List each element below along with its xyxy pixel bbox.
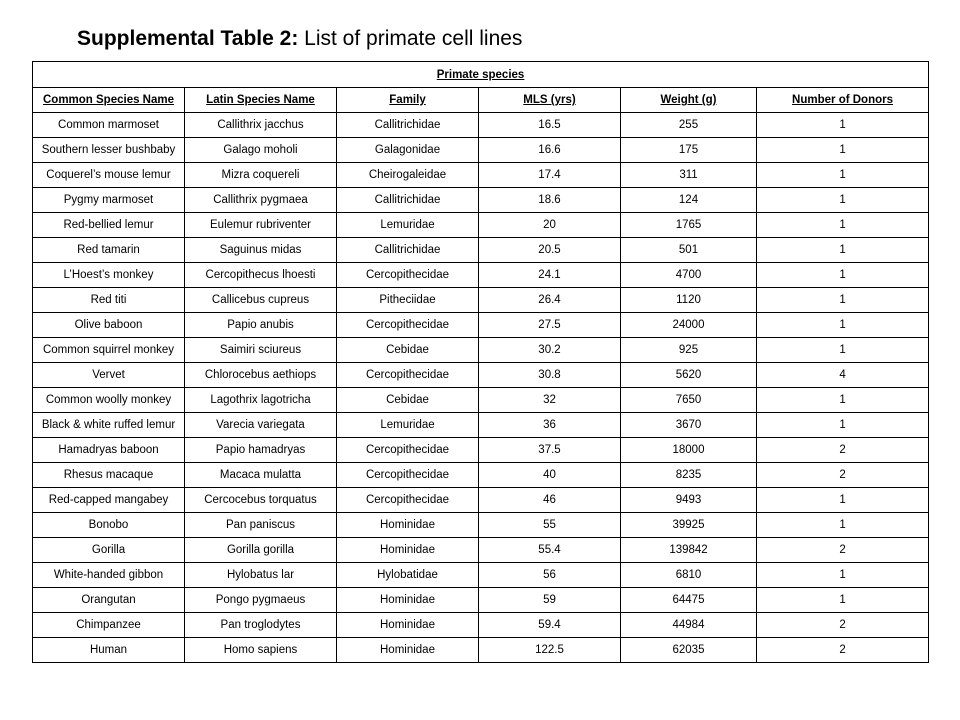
- common-name-cell: Common woolly monkey: [33, 388, 185, 413]
- column-header-family: Family: [337, 88, 479, 113]
- donors-cell: 2: [757, 463, 929, 488]
- family-cell: Cercopithecidae: [337, 263, 479, 288]
- weight-cell: 255: [621, 113, 757, 138]
- mls-cell: 16.6: [479, 138, 621, 163]
- family-cell: Lemuridae: [337, 413, 479, 438]
- column-header-weight: Weight (g): [621, 88, 757, 113]
- common-name-cell: Red titi: [33, 288, 185, 313]
- latin-name-cell: Galago moholi: [185, 138, 337, 163]
- column-header-donors: Number of Donors: [757, 88, 929, 113]
- mls-cell: 37.5: [479, 438, 621, 463]
- latin-name-cell: Saimiri sciureus: [185, 338, 337, 363]
- common-name-cell: Rhesus macaque: [33, 463, 185, 488]
- mls-cell: 27.5: [479, 313, 621, 338]
- table-row: [33, 288, 929, 313]
- family-cell: Callitrichidae: [337, 238, 479, 263]
- weight-cell: 311: [621, 163, 757, 188]
- latin-name-cell: Callithrix jacchus: [185, 113, 337, 138]
- weight-cell: 139842: [621, 538, 757, 563]
- table-row: [33, 363, 929, 388]
- latin-name-cell: Homo sapiens: [185, 638, 337, 663]
- common-name-cell: White-handed gibbon: [33, 563, 185, 588]
- weight-cell: 925: [621, 338, 757, 363]
- family-cell: Cercopithecidae: [337, 463, 479, 488]
- mls-cell: 16.5: [479, 113, 621, 138]
- latin-name-cell: Pan paniscus: [185, 513, 337, 538]
- family-cell: Cebidae: [337, 338, 479, 363]
- mls-cell: 17.4: [479, 163, 621, 188]
- mls-cell: 55.4: [479, 538, 621, 563]
- latin-name-cell: Chlorocebus aethiops: [185, 363, 337, 388]
- donors-cell: 1: [757, 138, 929, 163]
- family-cell: Cercopithecidae: [337, 438, 479, 463]
- donors-cell: 1: [757, 488, 929, 513]
- donors-cell: 1: [757, 163, 929, 188]
- latin-name-cell: Papio anubis: [185, 313, 337, 338]
- donors-cell: 1: [757, 263, 929, 288]
- common-name-cell: Red-bellied lemur: [33, 213, 185, 238]
- mls-cell: 32: [479, 388, 621, 413]
- latin-name-cell: Hylobatus lar: [185, 563, 337, 588]
- weight-cell: 9493: [621, 488, 757, 513]
- common-name-cell: Vervet: [33, 363, 185, 388]
- common-name-cell: L’Hoest’s monkey: [33, 263, 185, 288]
- family-cell: Hominidae: [337, 538, 479, 563]
- donors-cell: 2: [757, 438, 929, 463]
- weight-cell: 1765: [621, 213, 757, 238]
- family-cell: Galagonidae: [337, 138, 479, 163]
- latin-name-cell: Callithrix pygmaea: [185, 188, 337, 213]
- donors-cell: 1: [757, 113, 929, 138]
- table-row: [33, 388, 929, 413]
- weight-cell: 1120: [621, 288, 757, 313]
- primate-cell-lines-table: [32, 61, 929, 663]
- weight-cell: 39925: [621, 513, 757, 538]
- table-row: [33, 613, 929, 638]
- family-cell: Cercopithecidae: [337, 363, 479, 388]
- latin-name-cell: Eulemur rubriventer: [185, 213, 337, 238]
- family-cell: Cercopithecidae: [337, 488, 479, 513]
- family-cell: Hominidae: [337, 613, 479, 638]
- mls-cell: 40: [479, 463, 621, 488]
- mls-cell: 26.4: [479, 288, 621, 313]
- table-row: [33, 588, 929, 613]
- mls-cell: 46: [479, 488, 621, 513]
- donors-cell: 1: [757, 413, 929, 438]
- table-row: [33, 413, 929, 438]
- common-name-cell: Hamadryas baboon: [33, 438, 185, 463]
- group-header: Primate species: [33, 62, 929, 88]
- latin-name-cell: Lagothrix lagotricha: [185, 388, 337, 413]
- weight-cell: 7650: [621, 388, 757, 413]
- donors-cell: 1: [757, 213, 929, 238]
- donors-cell: 1: [757, 513, 929, 538]
- common-name-cell: Red tamarin: [33, 238, 185, 263]
- table-row: [33, 263, 929, 288]
- column-header-mls: MLS (yrs): [479, 88, 621, 113]
- family-cell: Cheirogaleidae: [337, 163, 479, 188]
- weight-cell: 18000: [621, 438, 757, 463]
- common-name-cell: Orangutan: [33, 588, 185, 613]
- mls-cell: 122.5: [479, 638, 621, 663]
- latin-name-cell: Callicebus cupreus: [185, 288, 337, 313]
- table-row: [33, 488, 929, 513]
- weight-cell: 44984: [621, 613, 757, 638]
- family-cell: Cebidae: [337, 388, 479, 413]
- family-cell: Cercopithecidae: [337, 313, 479, 338]
- table-row: [33, 513, 929, 538]
- family-cell: Hylobatidae: [337, 563, 479, 588]
- column-header-common-name: Common Species Name: [33, 88, 185, 113]
- common-name-cell: Common marmoset: [33, 113, 185, 138]
- common-name-cell: Gorilla: [33, 538, 185, 563]
- latin-name-cell: Varecia variegata: [185, 413, 337, 438]
- mls-cell: 24.1: [479, 263, 621, 288]
- family-cell: Hominidae: [337, 638, 479, 663]
- table-row: [33, 238, 929, 263]
- table-row: [33, 463, 929, 488]
- donors-cell: 1: [757, 588, 929, 613]
- column-header-row: [33, 88, 929, 113]
- latin-name-cell: Cercopithecus lhoesti: [185, 263, 337, 288]
- table-row: [33, 163, 929, 188]
- weight-cell: 124: [621, 188, 757, 213]
- donors-cell: 1: [757, 313, 929, 338]
- common-name-cell: Human: [33, 638, 185, 663]
- latin-name-cell: Macaca mulatta: [185, 463, 337, 488]
- mls-cell: 30.2: [479, 338, 621, 363]
- donors-cell: 2: [757, 538, 929, 563]
- common-name-cell: Bonobo: [33, 513, 185, 538]
- latin-name-cell: Saguinus midas: [185, 238, 337, 263]
- table-row: [33, 188, 929, 213]
- mls-cell: 55: [479, 513, 621, 538]
- table-row: [33, 313, 929, 338]
- family-cell: Callitrichidae: [337, 113, 479, 138]
- weight-cell: 5620: [621, 363, 757, 388]
- weight-cell: 4700: [621, 263, 757, 288]
- donors-cell: 1: [757, 238, 929, 263]
- latin-name-cell: Mizra coquereli: [185, 163, 337, 188]
- common-name-cell: Black & white ruffed lemur: [33, 413, 185, 438]
- common-name-cell: Chimpanzee: [33, 613, 185, 638]
- latin-name-cell: Pongo pygmaeus: [185, 588, 337, 613]
- latin-name-cell: Gorilla gorilla: [185, 538, 337, 563]
- table-row: [33, 638, 929, 663]
- donors-cell: 1: [757, 288, 929, 313]
- mls-cell: 30.8: [479, 363, 621, 388]
- family-cell: Hominidae: [337, 513, 479, 538]
- latin-name-cell: Papio hamadryas: [185, 438, 337, 463]
- common-name-cell: Pygmy marmoset: [33, 188, 185, 213]
- weight-cell: 6810: [621, 563, 757, 588]
- mls-cell: 36: [479, 413, 621, 438]
- page-title: [77, 24, 522, 54]
- common-name-cell: Red-capped mangabey: [33, 488, 185, 513]
- mls-cell: 59: [479, 588, 621, 613]
- mls-cell: 20.5: [479, 238, 621, 263]
- table-row: [33, 538, 929, 563]
- title-label: Supplemental Table 2:: [77, 27, 299, 50]
- donors-cell: 2: [757, 613, 929, 638]
- table-header: [33, 62, 929, 113]
- common-name-cell: Olive baboon: [33, 313, 185, 338]
- family-cell: Pitheciidae: [337, 288, 479, 313]
- family-cell: Callitrichidae: [337, 188, 479, 213]
- weight-cell: 175: [621, 138, 757, 163]
- table-row: [33, 438, 929, 463]
- donors-cell: 1: [757, 188, 929, 213]
- weight-cell: 64475: [621, 588, 757, 613]
- latin-name-cell: Cercocebus torquatus: [185, 488, 337, 513]
- family-cell: Hominidae: [337, 588, 479, 613]
- weight-cell: 24000: [621, 313, 757, 338]
- donors-cell: 2: [757, 638, 929, 663]
- title-text: List of primate cell lines: [304, 27, 523, 50]
- table-row: [33, 113, 929, 138]
- table-row: [33, 338, 929, 363]
- mls-cell: 59.4: [479, 613, 621, 638]
- common-name-cell: Common squirrel monkey: [33, 338, 185, 363]
- latin-name-cell: Pan troglodytes: [185, 613, 337, 638]
- donors-cell: 1: [757, 388, 929, 413]
- donors-cell: 1: [757, 338, 929, 363]
- mls-cell: 56: [479, 563, 621, 588]
- weight-cell: 62035: [621, 638, 757, 663]
- table-body: [33, 113, 929, 663]
- mls-cell: 18.6: [479, 188, 621, 213]
- mls-cell: 20: [479, 213, 621, 238]
- donors-cell: 1: [757, 563, 929, 588]
- table-row: [33, 563, 929, 588]
- donors-cell: 4: [757, 363, 929, 388]
- table-row: [33, 213, 929, 238]
- weight-cell: 3670: [621, 413, 757, 438]
- weight-cell: 501: [621, 238, 757, 263]
- common-name-cell: Coquerel’s mouse lemur: [33, 163, 185, 188]
- weight-cell: 8235: [621, 463, 757, 488]
- column-header-latin-name: Latin Species Name: [185, 88, 337, 113]
- family-cell: Lemuridae: [337, 213, 479, 238]
- common-name-cell: Southern lesser bushbaby: [33, 138, 185, 163]
- table-row: [33, 138, 929, 163]
